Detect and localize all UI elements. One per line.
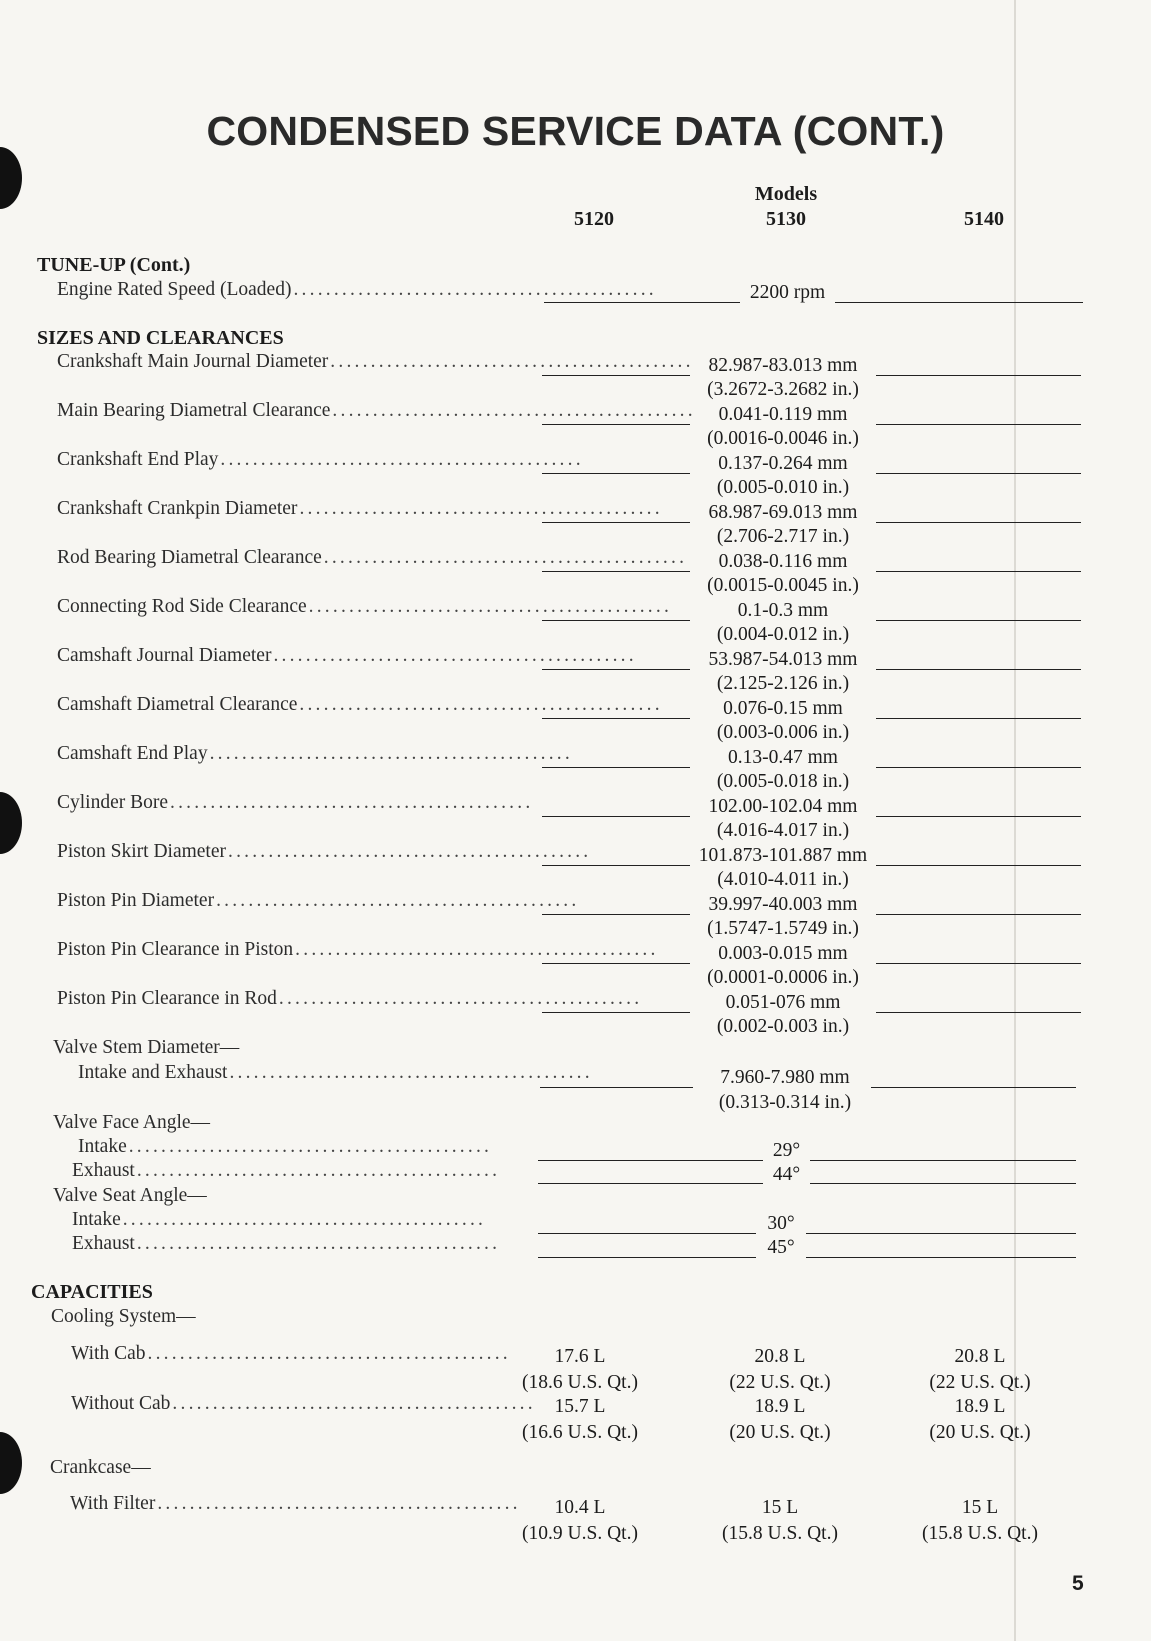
spec-imperial-value: (0.0015-0.0045 in.) xyxy=(707,575,859,596)
spec-imperial-value: (4.016-4.017 in.) xyxy=(716,820,850,841)
blank-line xyxy=(540,1087,693,1088)
with-cab-5120-us: (18.6 U.S. Qt.) xyxy=(522,1372,638,1393)
with-cab-label: With Cab ............................................. xyxy=(71,1343,511,1364)
spec-imperial-value: (0.0016-0.0046 in.) xyxy=(707,428,859,449)
blank-line xyxy=(810,1183,1076,1184)
valve-seat-exhaust-label: Exhaust ............................................. xyxy=(72,1233,501,1254)
blank-line xyxy=(538,1160,763,1161)
cooling-system-heading: Cooling System— xyxy=(51,1306,196,1327)
valve-seat-heading: Valve Seat Angle— xyxy=(53,1185,207,1206)
engine-speed-value: 2200 rpm xyxy=(749,282,826,303)
spec-metric-value: 0.041-0.119 mm xyxy=(718,404,848,425)
valve-stem-metric: 7.960-7.980 mm xyxy=(720,1067,850,1088)
spec-label: Main Bearing Diametral Clearance ............................................. xyxy=(57,400,696,421)
blank-line xyxy=(876,865,1081,866)
spec-metric-value: 0.038-0.116 mm xyxy=(718,551,848,572)
spec-label: Crankshaft Main Journal Diameter ............................................. xyxy=(57,351,694,372)
models-label: Models xyxy=(754,183,818,205)
spec-label: Connecting Rod Side Clearance ............................................. xyxy=(57,596,673,617)
blank-line xyxy=(876,669,1081,670)
model-5120-header: 5120 xyxy=(574,208,614,230)
blank-line xyxy=(876,375,1081,376)
spec-label: Piston Pin Diameter ............................................. xyxy=(57,890,580,911)
engine-speed-label: Engine Rated Speed (Loaded) ............................................. xyxy=(57,279,657,300)
blank-line xyxy=(876,571,1081,572)
spec-label: Piston Pin Clearance in Rod ............................................. xyxy=(57,988,643,1009)
spec-metric-value: 101.873-101.887 mm xyxy=(698,845,868,866)
blank-line xyxy=(871,1087,1076,1088)
spec-imperial-value: (2.706-2.717 in.) xyxy=(716,526,850,547)
capacities-heading: CAPACITIES xyxy=(31,1281,153,1303)
spec-imperial-value: (0.004-0.012 in.) xyxy=(716,624,850,645)
spec-metric-value: 0.051-076 mm xyxy=(725,992,841,1013)
without-cab-5140-metric: 18.9 L xyxy=(954,1396,1006,1417)
spec-label: Camshaft End Play ............................................. xyxy=(57,743,573,764)
spec-metric-value: 0.137-0.264 mm xyxy=(718,453,848,474)
spec-imperial-value: (0.002-0.003 in.) xyxy=(716,1016,850,1037)
spec-label: Camshaft Diametral Clearance ............................................. xyxy=(57,694,663,715)
blank-line xyxy=(544,302,740,303)
valve-stem-imperial: (0.313-0.314 in.) xyxy=(718,1092,852,1113)
blank-line xyxy=(542,816,690,817)
valve-seat-intake-label: Intake ............................................. xyxy=(72,1209,487,1230)
blank-line xyxy=(876,963,1081,964)
spec-imperial-value: (2.125-2.126 in.) xyxy=(716,673,850,694)
blank-line xyxy=(876,473,1081,474)
blank-line xyxy=(542,669,690,670)
blank-line xyxy=(542,1012,690,1013)
blank-line xyxy=(876,816,1081,817)
binder-hole xyxy=(0,1432,22,1494)
blank-line xyxy=(876,767,1081,768)
spec-imperial-value: (3.2672-3.2682 in.) xyxy=(707,379,859,400)
spec-metric-value: 0.1-0.3 mm xyxy=(737,600,829,621)
spec-metric-value: 0.003-0.015 mm xyxy=(718,943,848,964)
with-filter-5120-metric: 10.4 L xyxy=(554,1497,606,1518)
spec-imperial-value: (0.005-0.018 in.) xyxy=(716,771,850,792)
without-cab-5120-us: (16.6 U.S. Qt.) xyxy=(522,1422,638,1443)
sizes-heading: SIZES AND CLEARANCES xyxy=(37,327,284,349)
spec-label: Crankshaft End Play ............................................. xyxy=(57,449,584,470)
blank-line xyxy=(876,1012,1081,1013)
spec-label: Rod Bearing Diametral Clearance ............................................. xyxy=(57,547,688,568)
spec-metric-value: 39.997-40.003 mm xyxy=(708,894,858,915)
page-number: 5 xyxy=(1072,1572,1084,1595)
with-cab-5120-metric: 17.6 L xyxy=(554,1346,606,1367)
without-cab-5140-us: (20 U.S. Qt.) xyxy=(929,1422,1031,1443)
with-filter-5140-metric: 15 L xyxy=(961,1497,999,1518)
page-title: CONDENSED SERVICE DATA (CONT.) xyxy=(206,108,945,154)
with-cab-5140-metric: 20.8 L xyxy=(954,1346,1006,1367)
valve-face-intake-value: 29° xyxy=(772,1140,801,1161)
blank-line xyxy=(542,718,690,719)
without-cab-5130-metric: 18.9 L xyxy=(754,1396,806,1417)
with-cab-5130-us: (22 U.S. Qt.) xyxy=(729,1372,831,1393)
with-filter-5130-metric: 15 L xyxy=(761,1497,799,1518)
blank-line xyxy=(876,620,1081,621)
blank-line xyxy=(876,914,1081,915)
binder-hole xyxy=(0,147,22,209)
blank-line xyxy=(538,1233,756,1234)
valve-face-heading: Valve Face Angle— xyxy=(53,1112,211,1133)
blank-line xyxy=(876,522,1081,523)
spec-label: Crankshaft Crankpin Diameter ............................................. xyxy=(57,498,663,519)
spec-metric-value: 102.00-102.04 mm xyxy=(708,796,858,817)
without-cab-5130-us: (20 U.S. Qt.) xyxy=(729,1422,831,1443)
spec-imperial-value: (1.5747-1.5749 in.) xyxy=(707,918,859,939)
spec-imperial-value: (0.0001-0.0006 in.) xyxy=(707,967,859,988)
blank-line xyxy=(810,1160,1076,1161)
with-cab-5140-us: (22 U.S. Qt.) xyxy=(929,1372,1031,1393)
blank-line xyxy=(876,718,1081,719)
blank-line xyxy=(542,375,690,376)
with-filter-5120-us: (10.9 U.S. Qt.) xyxy=(522,1523,638,1544)
spec-metric-value: 68.987-69.013 mm xyxy=(708,502,858,523)
blank-line xyxy=(542,767,690,768)
crankcase-heading: Crankcase— xyxy=(50,1457,151,1478)
blank-line xyxy=(542,914,690,915)
spec-metric-value: 0.13-0.47 mm xyxy=(728,747,838,768)
blank-line xyxy=(542,963,690,964)
blank-line xyxy=(542,571,690,572)
blank-line xyxy=(542,522,690,523)
valve-face-exhaust-value: 44° xyxy=(772,1164,801,1185)
with-filter-label: With Filter ............................................. xyxy=(70,1493,521,1514)
binder-hole xyxy=(0,792,22,854)
spec-metric-value: 82.987-83.013 mm xyxy=(708,355,858,376)
valve-face-intake-label: Intake ............................................. xyxy=(78,1136,493,1157)
spec-label: Cylinder Bore ............................................. xyxy=(57,792,534,813)
tuneup-heading: TUNE-UP (Cont.) xyxy=(37,254,191,276)
model-5130-header: 5130 xyxy=(766,208,806,230)
valve-stem-label: Intake and Exhaust ............................................. xyxy=(78,1062,593,1083)
without-cab-5120-metric: 15.7 L xyxy=(554,1396,606,1417)
valve-seat-exhaust-value: 45° xyxy=(767,1237,795,1258)
page-fold-line xyxy=(1014,0,1016,1641)
spec-metric-value: 53.987-54.013 mm xyxy=(708,649,858,670)
blank-line xyxy=(876,424,1081,425)
valve-seat-intake-value: 30° xyxy=(767,1213,795,1234)
blank-line xyxy=(835,302,1083,303)
spec-label: Piston Pin Clearance in Piston ............................................. xyxy=(57,939,659,960)
with-cab-5130-metric: 20.8 L xyxy=(754,1346,806,1367)
blank-line xyxy=(542,424,690,425)
spec-imperial-value: (0.003-0.006 in.) xyxy=(716,722,850,743)
blank-line xyxy=(542,865,690,866)
spec-label: Piston Skirt Diameter ............................................. xyxy=(57,841,592,862)
with-filter-5140-us: (15.8 U.S. Qt.) xyxy=(922,1523,1038,1544)
spec-imperial-value: (0.005-0.010 in.) xyxy=(716,477,850,498)
blank-line xyxy=(806,1233,1076,1234)
model-5140-header: 5140 xyxy=(964,208,1004,230)
spec-label: Camshaft Journal Diameter ............................................. xyxy=(57,645,637,666)
blank-line xyxy=(538,1257,756,1258)
blank-line xyxy=(538,1183,763,1184)
spec-metric-value: 0.076-0.15 mm xyxy=(723,698,843,719)
without-cab-label: Without Cab ............................................. xyxy=(71,1393,536,1414)
blank-line xyxy=(542,620,690,621)
spec-imperial-value: (4.010-4.011 in.) xyxy=(717,869,849,890)
valve-stem-heading: Valve Stem Diameter— xyxy=(53,1037,240,1058)
valve-face-exhaust-label: Exhaust ............................................. xyxy=(72,1160,501,1181)
blank-line xyxy=(806,1257,1076,1258)
blank-line xyxy=(542,473,690,474)
with-filter-5130-us: (15.8 U.S. Qt.) xyxy=(722,1523,838,1544)
